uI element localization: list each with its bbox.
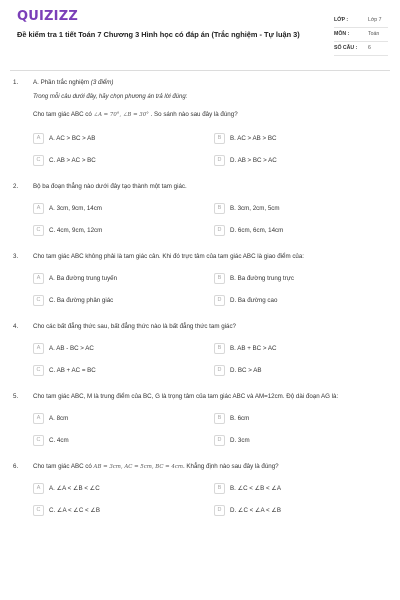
option-text: D. BC > AB xyxy=(230,367,262,374)
option-text: D. 6cm, 6cm, 14cm xyxy=(230,227,284,234)
meta-label: LỚP : xyxy=(334,17,349,23)
question-text: Cho tam giác ABC, M là trung điểm của BC, G là trọng tâm của tam giác ABC và AM=12cm. Độ dài đoạn AG là: xyxy=(33,393,339,400)
meta-row-class xyxy=(334,14,388,28)
option-letter-box: A xyxy=(33,413,44,424)
question-text: Cho tam giác ABC không phải là tam giác cân. Khi đó trực tâm của tam giác ABC là giao điểm của: xyxy=(33,253,305,260)
option-text: A. ∠A < ∠B < ∠C xyxy=(49,485,100,492)
question-number: 1. xyxy=(13,79,19,86)
meta-label: SỐ CÂU : xyxy=(334,45,358,51)
worksheet-header xyxy=(0,0,400,66)
option-letter-box: B xyxy=(214,273,225,284)
option-text: C. AB > AC > BC xyxy=(49,157,96,164)
option-letter-box: C xyxy=(33,295,44,306)
header-divider xyxy=(10,70,390,71)
section-heading: A. Phần trắc nghiệm (3 điểm) xyxy=(33,79,114,86)
option-text: C. 4cm, 9cm, 12cm xyxy=(49,227,103,234)
option-letter-box: C xyxy=(33,435,44,446)
option-text: C. AB + AC = BC xyxy=(49,367,96,374)
option-text: B. 6cm xyxy=(230,415,250,422)
option-letter-box: A xyxy=(33,133,44,144)
instruction-text: Trong mỗi câu dưới đây, hãy chọn phương án trả lời đúng: xyxy=(33,94,188,100)
option-text: A. AB - BC > AC xyxy=(49,345,94,352)
question-text: Cho tam giác ABC có AB = 3cm, AC = 5cm, BC = 4cm. Khẳng định nào sau đây là đúng? xyxy=(33,463,279,470)
question-text: Cho các bất đẳng thức sau, bất đẳng thức nào là bất đẳng thức tam giác? xyxy=(33,323,236,330)
meta-value: 6 xyxy=(368,45,371,51)
option-text: B. ∠C < ∠B < ∠A xyxy=(230,485,282,492)
option-letter-box: D xyxy=(214,155,225,166)
option-letter-box: B xyxy=(214,203,225,214)
option-text: C. 4cm xyxy=(49,437,69,444)
option-text: C. ∠A < ∠C < ∠B xyxy=(49,507,101,514)
question-number: 6. xyxy=(13,463,19,470)
worksheet-meta xyxy=(334,14,388,56)
option-text: B. 3cm, 2cm, 5cm xyxy=(230,205,280,212)
math-expression: ∠A = 70°, ∠B = 30° xyxy=(93,112,149,118)
option-letter-box: D xyxy=(214,295,225,306)
option-letter-box: D xyxy=(214,225,225,236)
math-expression: AB = 3cm, AC = 5cm, BC = 4cm xyxy=(93,464,183,470)
option-text: B. Ba đường trung trực xyxy=(230,275,294,282)
question-number: 5. xyxy=(13,393,19,400)
option-text: A. 8cm xyxy=(49,415,69,422)
meta-value: Toán xyxy=(368,31,380,37)
option-letter-box: C xyxy=(33,505,44,516)
meta-row-subject xyxy=(334,28,388,42)
option-text: D. AB > BC > AC xyxy=(230,157,277,164)
option-text: B. AC > AB > BC xyxy=(230,135,277,142)
option-letter-box: B xyxy=(214,343,225,354)
section-points: (3 điểm) xyxy=(90,79,114,86)
meta-row-question-count xyxy=(334,42,388,56)
option-text: D. ∠C < ∠A < ∠B xyxy=(230,507,282,514)
option-text: D. 3cm xyxy=(230,437,250,444)
quizizz-logo: QUIZIZZ xyxy=(17,9,78,24)
option-letter-box: D xyxy=(214,365,225,376)
meta-label: MÔN : xyxy=(334,31,350,37)
option-letter-box: B xyxy=(214,483,225,494)
question-number: 4. xyxy=(13,323,19,330)
question-number: 2. xyxy=(13,183,19,190)
option-text: A. AC > BC > AB xyxy=(49,135,96,142)
option-letter-box: B xyxy=(214,133,225,144)
option-letter-box: A xyxy=(33,273,44,284)
option-letter-box: B xyxy=(214,413,225,424)
question-text: Bộ ba đoạn thẳng nào dưới đây tạo thành một tam giác. xyxy=(33,183,187,190)
option-letter-box: A xyxy=(33,483,44,494)
option-text: C. Ba đường phân giác xyxy=(49,297,114,304)
option-letter-box: A xyxy=(33,203,44,214)
option-letter-box: A xyxy=(33,343,44,354)
option-letter-box: C xyxy=(33,225,44,236)
option-letter-box: D xyxy=(214,505,225,516)
question-number: 3. xyxy=(13,253,19,260)
worksheet-title: Đề kiểm tra 1 tiết Toán 7 Chương 3 Hình học có đáp án (Trắc nghiệm - Tự luận 3) xyxy=(17,30,300,39)
option-text: A. Ba đường trung tuyến xyxy=(49,275,118,282)
option-text: B. AB + BC > AC xyxy=(230,345,277,352)
option-letter-box: D xyxy=(214,435,225,446)
option-letter-box: C xyxy=(33,365,44,376)
option-text: D. Ba đường cao xyxy=(230,297,278,304)
option-letter-box: C xyxy=(33,155,44,166)
option-text: A. 3cm, 9cm, 14cm xyxy=(49,205,102,212)
question-text: Cho tam giác ABC có ∠A = 70°, ∠B = 30° . So sánh nào sau đây là đúng? xyxy=(33,111,238,118)
meta-value: Lớp 7 xyxy=(368,17,382,23)
